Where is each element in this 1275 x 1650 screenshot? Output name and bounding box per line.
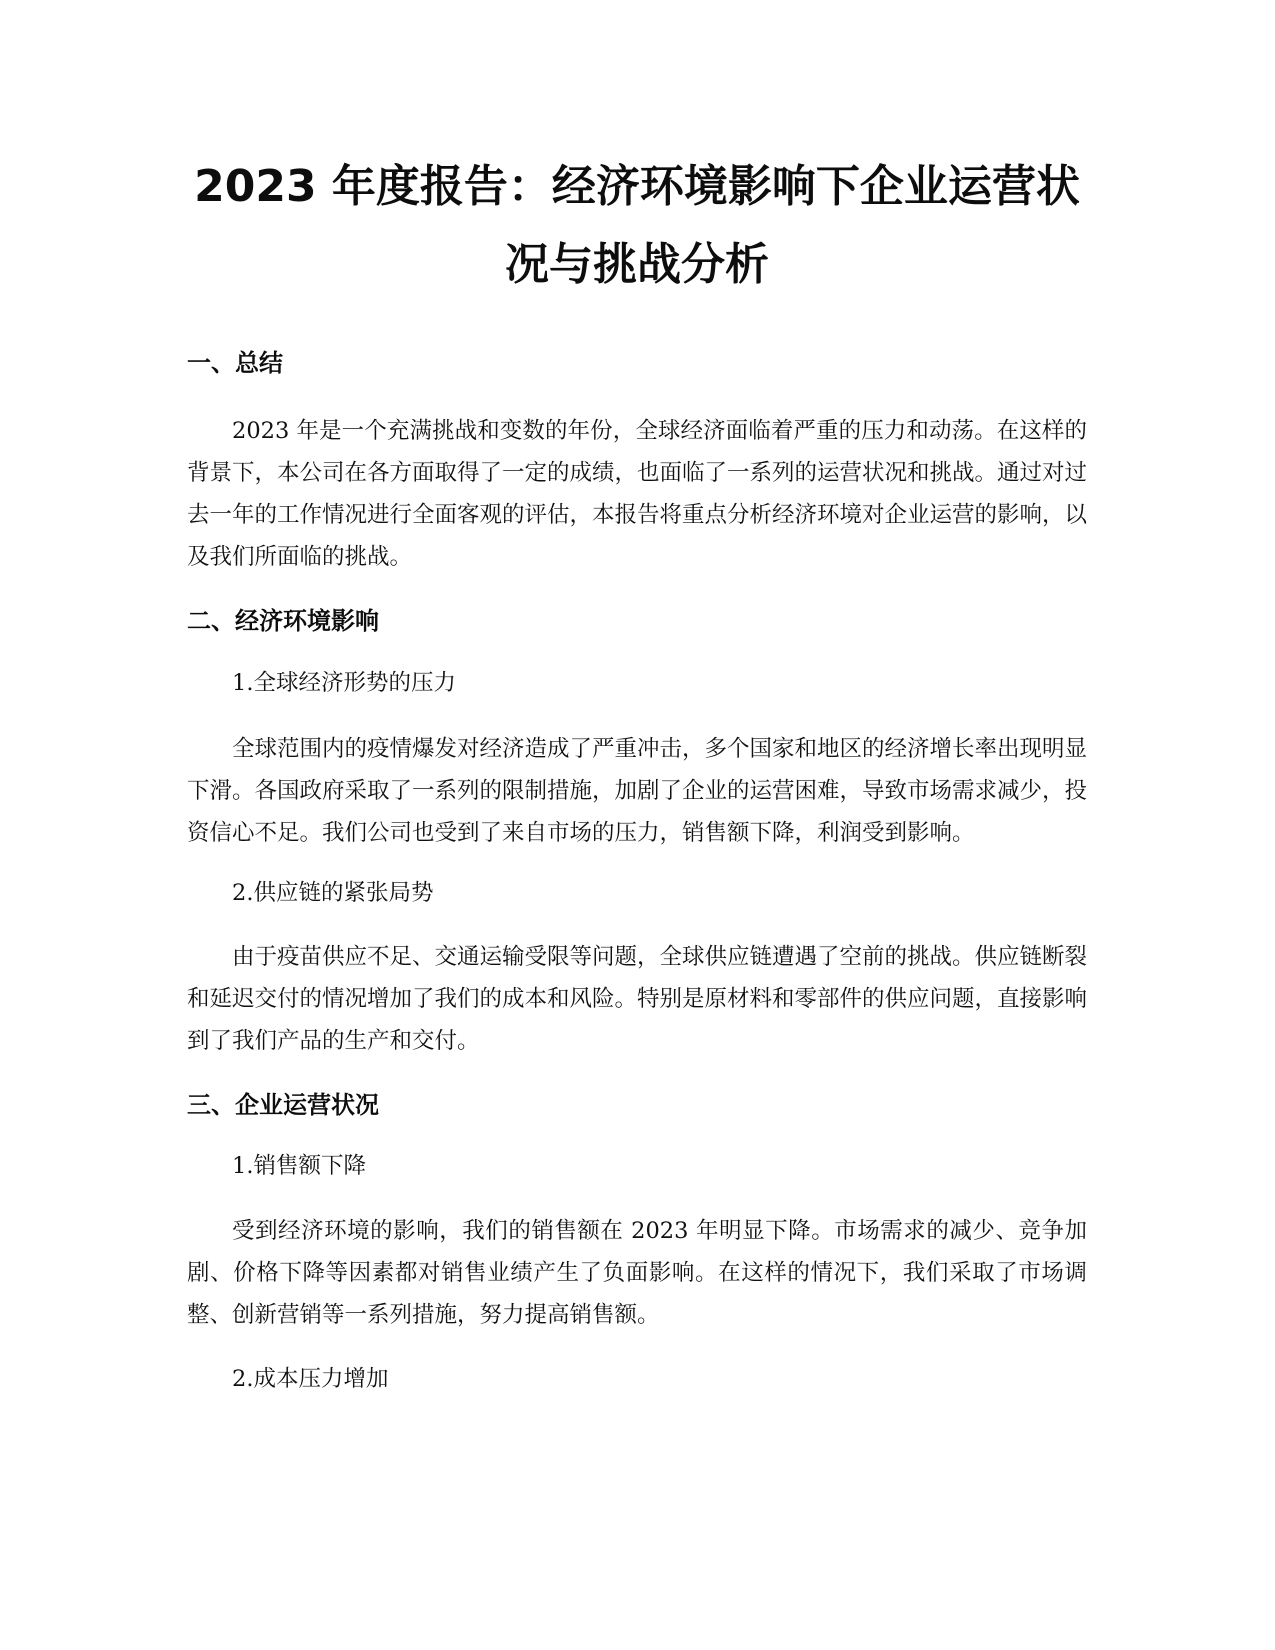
section-heading-economic-impact: 二、经济环境影响 bbox=[187, 607, 379, 635]
subheading-supply-chain: 2.供应链的紧张局势 bbox=[232, 880, 434, 906]
section-heading-operations: 三、企业运营状况 bbox=[187, 1091, 379, 1119]
sales-decline-paragraph: 受到经济环境的影响，我们的销售额在 2023 年明显下降。市场需求的减少、竞争加剧、价格下降等因素都对销售业绩产生了负面影响。在这样的情况下，我们采取了市场调整、创新营销等一系列措施，努力提高销售额。 bbox=[187, 1218, 1087, 1328]
subheading-cost-pressure: 2.成本压力增加 bbox=[232, 1366, 389, 1392]
section-heading-summary: 一、总结 bbox=[187, 349, 283, 377]
supply-chain-paragraph: 由于疫苗供应不足、交通运输受限等问题，全球供应链遭遇了空前的挑战。供应链断裂和延迟交付的情况增加了我们的成本和风险。特别是原材料和零部件的供应问题，直接影响到了我们产品的生产和交付。 bbox=[187, 944, 1088, 1054]
subheading-sales-decline: 1.销售额下降 bbox=[232, 1153, 366, 1179]
subheading-global-pressure: 1.全球经济形势的压力 bbox=[232, 670, 456, 696]
summary-paragraph: 2023 年是一个充满挑战和变数的年份，全球经济面临着严重的压力和动荡。在这样的背景下，本公司在各方面取得了一定的成绩，也面临了一系列的运营状况和挑战。通过对过去一年的工作情况进行全面客观的评估，本报告将重点分析经济环境对企业运营的影响，以及我们所面临的挑战。 bbox=[187, 418, 1088, 570]
document-title: 2023 年度报告：经济环境影响下企业运营状况与挑战分析 bbox=[194, 161, 1080, 290]
document-body bbox=[187, 148, 1087, 1396]
global-pressure-paragraph: 全球范围内的疫情爆发对经济造成了严重冲击，多个国家和地区的经济增长率出现明显下滑。各国政府采取了一系列的限制措施，加剧了企业的运营困难，导致市场需求减少，投资信心不足。我们公司也受到了来自市场的压力，销售额下降，利润受到影响。 bbox=[187, 736, 1088, 846]
